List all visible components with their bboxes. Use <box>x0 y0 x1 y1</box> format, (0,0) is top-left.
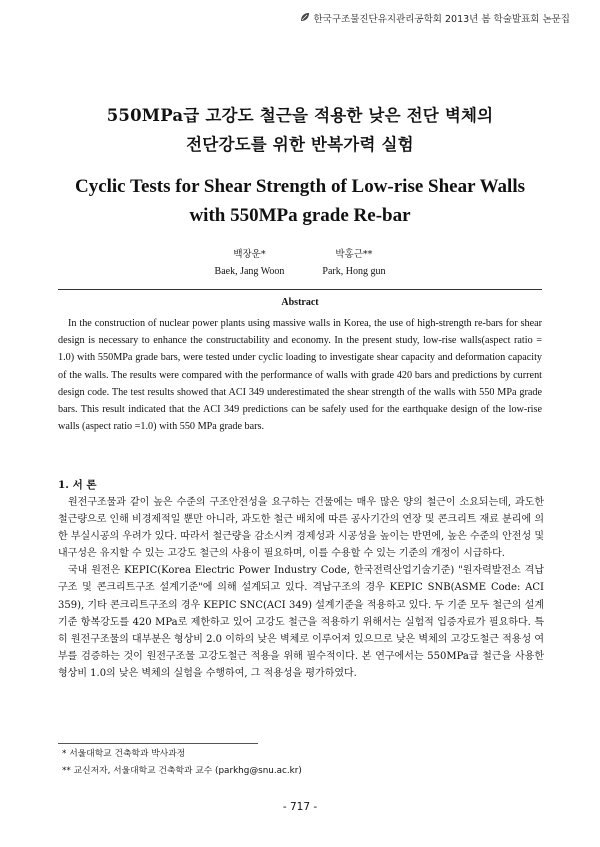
body-paragraph-2: 국내 원전은 KEPIC(Korea Electric Power Industry Code, 한국전력산업기술기준) "원자력발전소 격납구조 및 콘크리트구조 설계기준"에 의해 설계되고 있다. 격납구조의 경우 KEPIC SNB(ASME Code: ACI 359), 기타 콘크리트구조의 경우 KEPIC SNC(ACI 349) 설계기준을 적용하고 있다. 두 기준 모두 철근의 설계기준 항복강도를 420 MPa로 제한하고 있어 고강도 철근을 적용하기 위해서는 실험적 입증자료가 필요하다. 특히 원전구조물의 대부분은 형상비 2.0 이하의 낮은 벽체로 이루어져 있으므로 낮은 벽체의 고강도철근 적용성 여부를 검증하는 것이 원전구조물 고강도철근 적용을 위해 필수적이다. 본 연구에서는 550MPa급 철근을 사용한 형상비 1.0의 낮은 벽체의 실험을 수행하여, 그 적용성을 평가하였다. <box>58 565 544 679</box>
page-number: - 717 - <box>282 801 318 813</box>
english-title-line1: Cyclic Tests for Shear Strength of Low-rise Shear Walls <box>74 176 526 197</box>
author-1-english: Baek, Jang Woon <box>214 266 285 277</box>
author-2 <box>322 246 385 280</box>
author-list <box>0 246 600 280</box>
korean-title <box>0 101 600 159</box>
running-header <box>300 11 570 25</box>
abstract-divider <box>58 289 542 290</box>
leaf-bullet-icon <box>300 12 310 25</box>
english-title <box>0 172 600 230</box>
footnote-divider <box>58 743 258 744</box>
section-body <box>58 494 544 682</box>
abstract-heading: Abstract <box>281 297 319 308</box>
korean-title-line2: 전단강도를 위한 반복가력 실험 <box>186 135 414 154</box>
author-2-english: Park, Hong gun <box>322 266 386 277</box>
footnotes <box>62 746 302 780</box>
author-1-korean: 백장운* <box>233 249 266 260</box>
author-1 <box>215 246 285 280</box>
korean-title-line1: 550MPa급 고강도 철근을 적용한 낮은 전단 벽체의 <box>106 106 494 125</box>
header-text: 한국구조물진단유지관리공학회 2013년 봄 학술발표회 논문집 <box>313 14 570 25</box>
english-title-line2: with 550MPa grade Re-bar <box>189 205 411 226</box>
footnote-1: * 서울대학교 건축학과 박사과정 <box>62 749 186 759</box>
body-paragraph-1: 원전구조물과 같이 높은 수준의 구조안전성을 요구하는 건물에는 매우 많은 양의 철근이 소요되는데, 과도한 철근량으로 인해 비경제적일 뿐만 아니라, 과도한 철근 배치에 따른 공사기간의 연장 및 콘크리트 재료 분리에 의한 부실시공의 우려가 있다. 따라서 철근량을 감소시켜 경제성과 시공성을 높이는 반면에, 높은 수준의 안전성 및 내구성은 유지할 수 있는 고강도 철근의 사용이 필요하며, 이를 수용할 수 있는 기준의 개정이 시급하다. <box>58 497 544 560</box>
footnote-2: ** 교신저자, 서울대학교 건축학과 교수 (parkhg@snu.ac.kr) <box>62 766 302 776</box>
section-heading: 1. 서 론 <box>58 479 97 491</box>
abstract-text: In the construction of nuclear power plants using massive walls in Korea, the use of high-strength re-bars for shear design is necessary to enhance the constructability and economy. In the present study, low-rise walls(aspect ratio = 1.0) with 550MPa grade bars, were tested under cyclic loading to investigate shear capacity and deformation capacity of the walls. The results were compared with the performance of walls with grade 420 bars and predictions by current design code. The test results showed that ACI 349 underestimated the shear strength of the walls with 550 MPa grade bars. This result indicated that the ACI 349 predictions can be safely used for the earthquake design of the low-rise walls (aspect ratio =1.0) with 550 MPa grade bars. <box>58 318 542 433</box>
author-2-korean: 박홍근** <box>335 249 373 260</box>
